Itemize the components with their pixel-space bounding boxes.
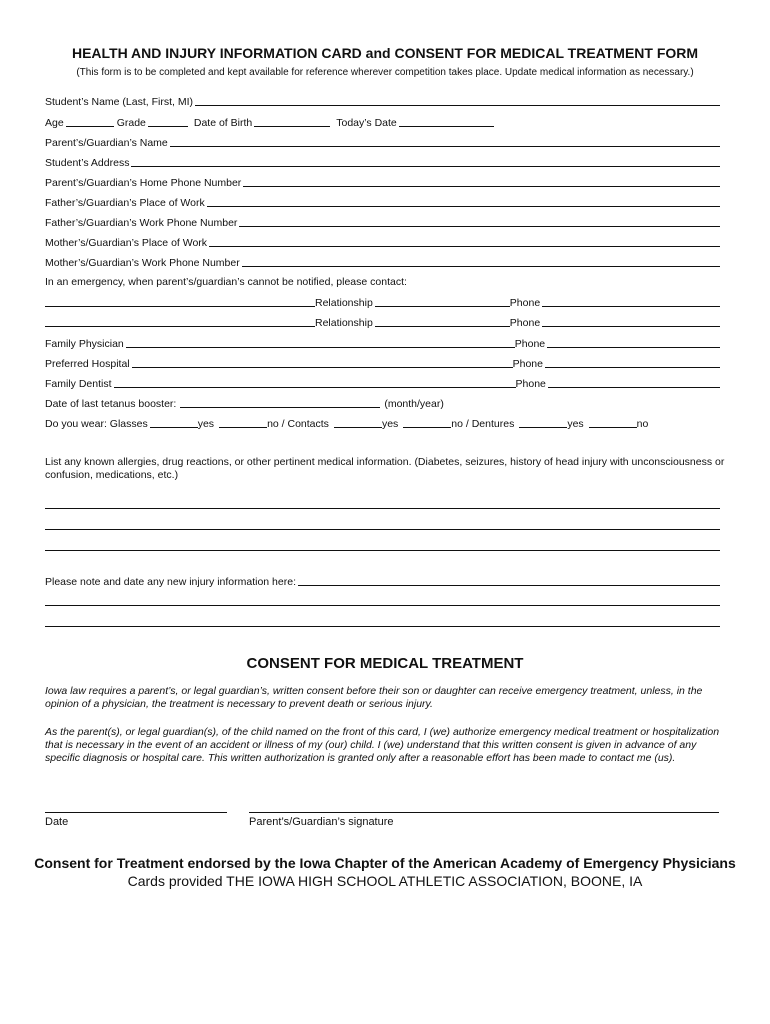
father-work-place-row <box>45 193 720 209</box>
allergies-prompt: List any known allergies, drug reactions, or other pertinent medical information. (Diabetes, seizures, history of head injury with unconsciousness or confusion, medications, etc.) <box>45 456 725 481</box>
no-dentures-label: no / Dentures <box>451 418 515 430</box>
relationship-label: Relationship <box>315 297 373 309</box>
yes-label: yes <box>567 418 584 430</box>
emergency-contact-1-name-field[interactable] <box>45 295 315 307</box>
tetanus-row <box>45 394 720 410</box>
emergency-contact-row-1 <box>45 293 720 309</box>
allergies-line-1[interactable] <box>45 508 720 509</box>
emergency-contact-2-relationship-field[interactable] <box>375 315 510 327</box>
father-work-place-field[interactable] <box>207 195 720 207</box>
yes-label: yes <box>197 418 215 430</box>
new-injury-field[interactable] <box>298 574 720 586</box>
emergency-contact-2-phone-field[interactable] <box>542 315 720 327</box>
phone-label: Phone <box>514 338 546 350</box>
dentures-yes-field[interactable] <box>519 416 567 428</box>
physician-row <box>45 334 720 350</box>
provider-text: Cards provided THE IOWA HIGH SCHOOL ATHLETIC ASSOCIATION, BOONE, IA <box>127 873 643 889</box>
grade-label: Grade <box>116 117 146 129</box>
home-phone-field[interactable] <box>243 175 720 187</box>
dentures-no-field[interactable] <box>589 416 637 428</box>
student-name-row <box>45 92 720 108</box>
mother-work-place-label: Mother’s/Guardian’s Place of Work <box>45 237 208 249</box>
emergency-note: In an emergency, when parent’s/guardian’s cannot be notified, please contact: <box>45 276 407 288</box>
mother-work-phone-row <box>45 253 720 269</box>
age-label: Age <box>45 117 64 129</box>
dentist-field[interactable] <box>114 376 516 388</box>
emergency-contact-1-phone-field[interactable] <box>542 295 720 307</box>
student-address-label: Student’s Address <box>45 157 130 169</box>
dentist-label: Family Dentist <box>45 378 112 390</box>
physician-label: Family Physician <box>45 338 124 350</box>
contacts-no-field[interactable] <box>403 416 451 428</box>
new-injury-row <box>45 572 720 588</box>
hospital-field[interactable] <box>132 356 513 368</box>
new-injury-line-2[interactable] <box>45 605 720 606</box>
form-title: HEALTH AND INJURY INFORMATION CARD and CONSENT FOR MEDICAL TREATMENT FORM <box>71 45 699 61</box>
guardian-name-field[interactable] <box>170 135 720 147</box>
hospital-row <box>45 354 720 370</box>
home-phone-label: Parent’s/Guardian’s Home Phone Number <box>45 177 242 189</box>
date-signature-field[interactable] <box>45 812 227 813</box>
consent-title: CONSENT FOR MEDICAL TREATMENT <box>246 655 524 672</box>
dob-field[interactable] <box>254 115 330 127</box>
glasses-yes-field[interactable] <box>150 416 198 428</box>
physician-phone-field[interactable] <box>547 336 720 348</box>
phone-label: Phone <box>512 358 543 370</box>
father-work-phone-label: Father’s/Guardian’s Work Phone Number <box>45 217 238 229</box>
endorsement-text: Consent for Treatment endorsed by the Iowa Chapter of the American Academy of Emergency Physicians <box>34 855 736 871</box>
father-work-place-label: Father’s/Guardian’s Place of Work <box>45 197 205 209</box>
father-work-phone-row <box>45 213 720 229</box>
age-grade-row <box>45 113 720 129</box>
mother-work-place-row <box>45 233 720 249</box>
physician-field[interactable] <box>126 336 515 348</box>
hospital-label: Preferred Hospital <box>45 358 130 370</box>
allergies-line-2[interactable] <box>45 529 720 530</box>
student-address-field[interactable] <box>131 155 720 167</box>
no-label: no <box>636 418 649 430</box>
dentist-row <box>45 374 720 390</box>
month-year-label: (month/year) <box>384 398 444 410</box>
mother-work-phone-label: Mother’s/Guardian’s Work Phone Number <box>45 257 240 269</box>
student-address-row <box>45 153 720 169</box>
form-subtitle: (This form is to be completed and kept available for reference wherever competition takes place. Update medical information as necessary.) <box>76 67 694 78</box>
phone-label: Phone <box>509 297 541 309</box>
student-name-field[interactable] <box>195 94 720 106</box>
relationship-label: Relationship <box>315 317 373 329</box>
guardian-name-row <box>45 133 720 149</box>
wear-row <box>45 414 720 430</box>
consent-paragraph-1: Iowa law requires a parent’s, or legal guardian’s, written consent before their son or daughter can receive emergency treatment, unless, in the opinion of a physician, the treatment is necessary to prevent death or serious injury. <box>45 685 703 710</box>
father-work-phone-field[interactable] <box>239 215 720 227</box>
hospital-phone-field[interactable] <box>545 356 720 368</box>
no-contacts-label: no / Contacts <box>267 418 329 430</box>
today-date-label: Today’s Date <box>336 117 397 129</box>
mother-work-place-field[interactable] <box>209 235 720 247</box>
date-label: Date <box>45 816 69 828</box>
consent-paragraph-2: As the parent(s), or legal guardian(s), of the child named on the front of this card, I (we) authorize emergency medical treatment or hospitalization that is necessary in the event of an accident or illness of my (our) child. I (we) understand that this written consent is given in advance of any specific diagnosis or hospital care. This written authorization is granted only after a reasonable effort has been made to contact me (us). <box>45 726 720 764</box>
wear-label: Do you wear: Glasses <box>45 418 148 430</box>
allergies-line-3[interactable] <box>45 550 720 551</box>
today-date-field[interactable] <box>399 115 494 127</box>
emergency-contact-row-2 <box>45 313 720 329</box>
contacts-yes-field[interactable] <box>334 416 382 428</box>
tetanus-field[interactable] <box>180 396 380 408</box>
new-injury-line-3[interactable] <box>45 626 720 627</box>
guardian-name-label: Parent’s/Guardian’s Name <box>45 137 168 149</box>
phone-label: Phone <box>509 317 541 329</box>
guardian-signature-field[interactable] <box>249 812 719 813</box>
glasses-no-field[interactable] <box>219 416 267 428</box>
mother-work-phone-field[interactable] <box>242 255 720 267</box>
phone-label: Phone <box>515 378 546 390</box>
tetanus-label: Date of last tetanus booster: <box>45 398 177 410</box>
home-phone-row <box>45 173 720 189</box>
new-injury-label: Please note and date any new injury information here: <box>45 576 296 588</box>
emergency-contact-2-name-field[interactable] <box>45 315 315 327</box>
signature-label: Parent’s/Guardian’s signature <box>249 816 394 828</box>
emergency-contact-1-relationship-field[interactable] <box>375 295 510 307</box>
grade-field[interactable] <box>148 115 188 127</box>
student-name-label: Student’s Name (Last, First, MI) <box>45 96 194 108</box>
yes-label: yes <box>381 418 399 430</box>
dob-label: Date of Birth <box>193 117 253 129</box>
age-field[interactable] <box>66 115 114 127</box>
dentist-phone-field[interactable] <box>548 376 720 388</box>
